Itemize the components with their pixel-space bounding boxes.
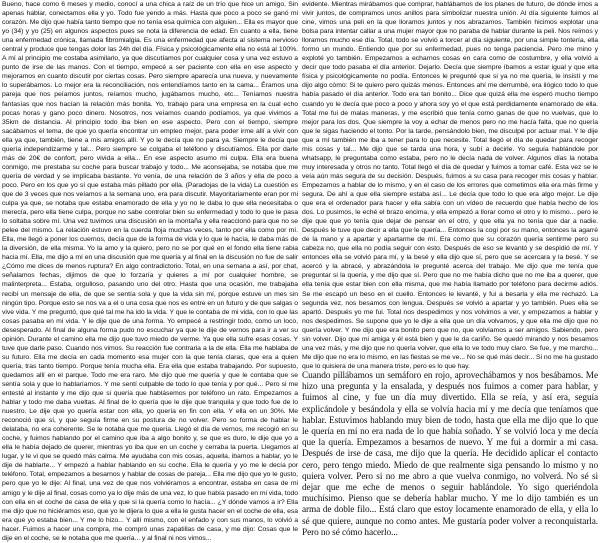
left-column-text: Bueno, hace como 6 meses y medio, conocí a una chica a raíz de un trío que hice un amigo. Sin apenas hablar, conectamos ella y yo. Todo fue yendo a más. Hasta que poco a poco se ganó mi corazón. Me dijo que había tanto tiempo que no tenía esa química con alguien... Ella es mayor que yo (34) y yo (25) en algunos aspectos pues se nota la diferencia de edad. En cuanto a ella, tiene una enfermedad crónica, llamada fibromialgia. Es una enfermedad que afecta al sistema nervioso central y produce que tengas dolor las 24h del día. Física y psicológicamente ella no está al 100%. A mí al principio me costaba asimilarlo, ya que discutíamos por cualquier cosa y una vez estuvo a punto de irse de las manos. Con el tiempo, empecé a ser paciente con ella en ese aspecto y mejoramos en cuanto discutir por ciertas cosas. Pero siempre aparecía una nueva, y nuevamente lo superábamos. Lo mejor era la reconciliación, nos entendíamos tanto en la cama... Éramos una pareja que nos peíamos juntos, reíamos mucho, jugábamos mucho, etc... Teníamos nuestra fantasías que nos hacían la relación más bonita. Yo, trabajo para una empresa en la cual echo pocas horas y gano poco dinero. Nosotros, nos veíamos cuando podíamos, ya que vivimos a 35km de distancia. Al principio todo iba bien en ese aspecto. Pero con el tiempo, siempre sacábamos el tema, de que yo quería encontrar un empleo mejor, para poder irme allí a vivir con ella ya que, también, tiene a mis amigos allí. Y yo le decía que no para ya. Siempre le decía que quería independizarme y tal... Pero siempre se colgaba el teléfono y discutíamos. Ella por darle más de 20€ de confort, pero vivida a ella... En ese aspecto asumo mi culpa. Ella era buena conmigo, me prestaba su coche para buscar trabajo y todo... Me aconsejaba, se notaba que me quería de verdad y se implicaba bastante. Yo venía, de una relación de 3 años y ella de poco a poco. Pero en los que yo sí que estaba más pillado por ella. (Paradojas de la vida) La cuestión es que de 3 veces que nos veíamos a la semana uno, era para discutir. Mayoritariamente eran por mi culpa ya que, se notaba que estaba enamorado de ella y yo no le daba lo que ella necesitaba o merecía, pero ella tiene culpa, porque no sabe controlar bien su enfermedad y todo lo que le pasa lo soltaba sobre mí. Una vez tuvimos una discusión en la montaña y ella reaccionó para que no se pelee del mismo. La relación estuvo en la cuerda floja muchas veces, tanto por ella como por mí. Ella, me llegó a poner los cuernos, decía que de la forma de vida y lo que le hacía, le daba más de la diversión, de ella misma. Yo la amo y la quiero, pero no se por qué en el fondo ella tiene rabia hacia mí. Ella, me dijo a mí en una discusión que me quería y al final en la discusión no fue de salir ¿Cómo me dices de menos ruptura? En algo contradictorio. Total, en una semana a así, por chat, señalamos fechas, dijimos de que lo forzaría y quieres a mí por cualquier hombre, se malinterpreta... Estaba, orgulloso, pasando uno del otro. Hasta que una ocasión, me trabajaba recibí un mensaje de ella, de que se sentía sola y que la vida sin mí, porque estuve un mes sin ningún tipo. Porque esto se nos va a el o una cosa que nos es entre en un futuro y de que salgas o vive vida. Y me preguntó, que qué tal me ha ido la vida. Y que le contaba de mi vida, con lo que las cosas pasaba en mi vida. Y le dije que de una forma. Yo empecé a restringir todo, como un loco, desesperado. Al final de alguna forma pudo no escuchar ya que le dije de vernos para ir a ver su opinión. Durante el camino ella me dijo que tuvo miedo de verme. Ya que ella sufre esas cosas. Y tuve que darle paso. Cuando nos vimos. Su reacción fue contraria a la de ella. Ella me hablaba de su futuro. Ella me decía en cada momento esa mujer con la que tenía claras, que era a quien quería, tras tanto tiempo. Porque tenía mucha ella. Era ella que estaba trabajando. Por supuesto, quedamos allí en el parque. Todo me era raro. Me dijo que me quería y que le contaba que se sentía sola y que lo hablaríamos. Y me sentí culpable de todo lo que tenía y por qué... Pero si me entesté al instante y me dijo que si quería que hablásemos por teléfono un rato. Empezamos a hablar y todo me daba vueltas. Al final de lo quería que le dije que tranquila y que todo fue de lo nuestro. Le dije que yo quería estar con ella, yo quería en fin con ella. Y ella en un 30%. Me reconoció que sí, y que seguía firme en su postura de no volver. Pero so forma de hablar le delataba, no era coherente. Se le notaba que me quería. Llegó el día de vernos, me recogió en su coche, y fuimos hablando por el camino que iba a algo bonito y, se que es duro, le dije que yo a ella le había dejado de querer, mientras yo iba que en un coche y cerraba la puerta. Llegamos al lugar, y le vi que se quedó más calma. Me ayudaba con mis cosas, aquella, ibamos a hablar, yo le dije de hablarte... Y empezó a hablar hablando en su coche. Ella le quería y yo me le decía por teléfono. Total, empezamos a besarnos y hablar de cosas de pareja... Ella me dijo que yo le gusto, pero que yo le dije: Al final, una vez de que nos volviéramos a encontrar, estaba en casa de mi amigo y le dije al final, cosas como ya lo dije más de una vez, lo que había pasado en mi vida, todo con ella en el coche de casa de ella y que si la quería como lo hacía... ¿Y dónde vamos a ir? Ella me dijo que no hiciéramos eso, que yo le dijera lo que a ella le gusta hacer en el coche de ella, esa era que yo estaba bien... Y me lo hizo... Y allí mismo, con el enfado y con sus manos, lo volvió a hacer. Fuimos a hacer una compra, me compró unas zapatillas de casa, y me dijo: Cosas que le dije en el coche, se le notaba que me quería... y al final ni nos vimos... bbox=[2, 1, 298, 542]
right-column-sans-text: evidente. Mientras mirábamos que comprar, hablábamos de los planes de futuro, de dónde irnos a vivir juntos, de compramos unos anillos para simbolizar nuestra unión. Al día siguiente fuimos al cine, vimos una peli en la que lloramos juntos y nos abrazamos. También hicimos explotar una bolsa para intentar callar a una mujer mayor que no paraba de hablar durante la peli. Nos reímos y lloramos mucho ese día. Total, todo se volvió a torcer al día siguiente, por una simple tontería, ella formo un mundo. Entiendo que por su enfermedad, pues no tenga paciencia. Pero me mino y exploté yo también. Empezamos a echarnos cosas en cara como de costumbre, y ella volvió a decir que todo pasaba el día anterior. Dejarlo. Decía que siempre íbamos a estar igual y que ella física y psicológicamente no podía. Entonces le pregunté que si ya no me quería, le insistí y me dijo algo cómo: Si te quiero pero quizás menos. Entonces ahí me derrumbé, era ilógico todo lo que había pasado el día anterior. Todo era tan bonito... Dice que quizá ella me esperó mucho tiempo cuando yo le decía que poco a poco y ahora soy yo el que está perdidamente enamorado de ella. Total me fui de malas maneras, y me escribió que tenía como ganas de que no vuelvas, que lo mejor para los dos. Que siempre la voy a echar de menos pero no me hacía falta, que no quería que le sigas haciendo el tonto. Por la tarde, pensándolo bien, me disculpé por actuar mal. Y le dije que a mí también me iba a tener para lo que necesite. Total llegó el día de quedar para recoger mis cosas y tal... Me dijo que se tarda una hora, y subí a decirle. Yo seguía hablándole por whatsapp, le preguntaba como estaba, pero no le decía nada de volver. Algunos días la notaba muy interesada y otros no tanto. Total llegó el día de quedar y fuimos a tomar café. Esta vez se le veía aún más segura de su decisión. Después, fuimos a su casa para recoger mis cosas y hablar. Empezamos a hablar de lo mismo, y en el caso de los errores que cometimos ella era más firme y segura. De ahí a que ella siempre estaba así... Le decía que todo lo que era algo mejor. Le dije que era el ordenador para hacer y ella sabía con un vídeo de recuerdo que había hecho de los dos. Lo pusimos, le eché el brazo encima, y ella empezó a llorar como el otro y lo mismo... pero le dije que que yo tenía que dejar de pensar en el otro, y que ella ya no tenía que dar a nadie. Después le tuve que decir a ella que le quería... Entonces la cogí por su mano, entonces la agarré de la mano y a apartar y apartarme de mí. Era como que su corazón quería sentirme pero su cabeza no, que ella no podía seguir con esto. Después de eso se levantó y se despidió de mí. Y entonces ella se volvió para mí, y la besé y ella dijo que sí, pero que se acercara y la besé. Y se acercó y la abracé, y abrazándola le pregunté acerca del trabajo. Me dijo que me tenía que preguntar si la quería, y me dijo que sí. Pero que no me había dicho que no me iba a querer, que ella tenía que estar bien con ella misma, que me había llamado por teléfono para decirme adiós. Se me escapó un beso en el cuello. Entonces le levanté, y fui a besarla y ella me rechazó. La segunda vez, nos besamos con lengua. Después se volvió a apartar y yo también. Pues ella se apartó. Después yo me fui. Total nos despedimos y nos volvimos a ver, y empezamos a hablar y nos despedimos. Se supone que yo le dije a ella que un día volvamos, y que ella me dijo que no quería volver. Y me dijo que era bonito pero que no, que volvíamos a ser amigos. Sabiendo, pero sin volver. Dijo que mi amiga y él está bien y que le da cariño. Se quedó mirando y nos besamos una vez más, y me dijo que no quería volver, que ella lo ve todo muy claro. Se fue, y me marcho... Me dijo que no era lo mismo, en las fiestas se me ve... No se qué más decir... Si no me ha gustado que lo quisiera de una manera triste, pero es lo que hay. bbox=[302, 1, 598, 370]
left-column bbox=[2, 0, 298, 542]
right-column bbox=[302, 0, 598, 538]
right-column-serif-text: Cuando pillábamos un semáforo en rojo, aprovechábamos y nos besábamos. Me hizo una pregunta y la ensalada, y después nos fuimos a comer para hablar, y fuimos al cine, y fue un día muy divertido. Ella se reía, y así era, seguía explicándole y besándola y ella se volvía hacia mí y me decía que teníamos que hablar. Estuvimos hablando muy bien de todo, hasta que ella me dijo que lo que le quería en mí no era nada de lo que había soñado. Y se volvió loca y me decía que la quería. Empezamos a besarnos de nuevo. Y me fui a dormir a mi casa. Después de irse de casa, me dijo que la quería. He decidido aplicar el contacto cero, pero tengo miedo. Miedo de que realmente siga pensando lo mismo y no quiera volver. Pero si no me abro a que vuelva conmigo, no volverá. No sé si dejar que me eche de menos o seguir hablándole. Yo sigo queriéndola muchísimo. Pienso que se debería hablar mucho. Y me lo dijo también es un arma de doble filo... Está claro que estoy locamente enamorado de ella, y ella lo sé que quiere, aunque no como antes. Me gustaría poder volver a reconquistarla. Pero no sé cómo hacerlo... bbox=[302, 370, 598, 538]
